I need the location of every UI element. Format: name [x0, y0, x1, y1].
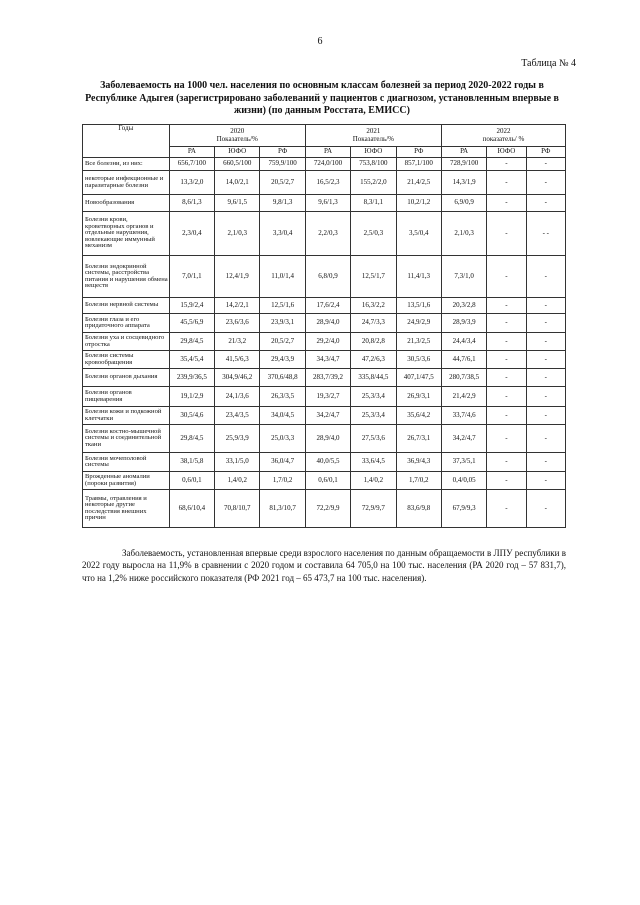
value-cell: 13,5/1,6 — [396, 298, 441, 314]
value-cell: - — [487, 351, 526, 369]
disease-class-cell: Болезни глаза и его придаточного аппарата — [83, 314, 170, 333]
table-label: Таблица № 4 — [521, 58, 576, 69]
value-cell: 3,3/0,4 — [260, 212, 305, 256]
table-row — [83, 298, 566, 314]
value-cell: 26,9/3,1 — [396, 387, 441, 407]
table-row — [83, 256, 566, 298]
value-cell: 14,0/2,1 — [215, 171, 260, 195]
table-row — [83, 369, 566, 387]
subheader-cell: РФ — [396, 147, 441, 158]
value-cell: 29,4/3,9 — [260, 351, 305, 369]
value-cell: - — [487, 407, 526, 425]
value-cell: - - — [526, 212, 565, 256]
value-cell: 19,3/2,7 — [305, 387, 350, 407]
value-cell: - — [487, 453, 526, 472]
value-cell: 1,4/0,2 — [215, 472, 260, 490]
table-body — [83, 158, 566, 528]
value-cell: 2,5/0,3 — [351, 212, 396, 256]
value-cell: 759,9/100 — [260, 158, 305, 171]
value-cell: 28,9/4,0 — [305, 314, 350, 333]
disease-class-cell: Болезни системы кровообращения — [83, 351, 170, 369]
value-cell: 15,9/2,4 — [169, 298, 214, 314]
disease-class-cell: Болезни органов пищеварения — [83, 387, 170, 407]
value-cell: 8,6/1,3 — [169, 195, 214, 212]
value-cell: 12,5/1,7 — [351, 256, 396, 298]
value-cell: - — [487, 171, 526, 195]
table-row — [83, 212, 566, 256]
disease-class-cell: Все болезни, из них: — [83, 158, 170, 171]
value-cell: 8,3/1,1 — [351, 195, 396, 212]
value-cell: 68,6/10,4 — [169, 490, 214, 528]
value-cell: - — [487, 369, 526, 387]
subheader-cell: ЮФО — [215, 147, 260, 158]
value-cell: 34,3/4,7 — [305, 351, 350, 369]
table-row — [83, 351, 566, 369]
value-cell: 16,3/2,2 — [351, 298, 396, 314]
value-cell: 33,6/4,5 — [351, 453, 396, 472]
value-cell: - — [487, 158, 526, 171]
value-cell: 280,7/38,5 — [441, 369, 486, 387]
value-cell: 2,1/0,3 — [441, 212, 486, 256]
value-cell: 25,0/3,3 — [260, 425, 305, 453]
value-cell: - — [526, 195, 565, 212]
value-cell: 11,0/1,4 — [260, 256, 305, 298]
value-cell: - — [487, 425, 526, 453]
value-cell: 40,0/5,5 — [305, 453, 350, 472]
value-cell: 34,2/4,7 — [441, 425, 486, 453]
morbidity-table — [82, 124, 566, 528]
value-cell: 753,8/100 — [351, 158, 396, 171]
value-cell: - — [526, 472, 565, 490]
value-cell: 21,4/2,9 — [441, 387, 486, 407]
value-cell: - — [487, 195, 526, 212]
value-cell: - — [526, 298, 565, 314]
table-row — [83, 472, 566, 490]
table-row — [83, 195, 566, 212]
value-cell: 44,7/6,1 — [441, 351, 486, 369]
value-cell: 47,2/6,3 — [351, 351, 396, 369]
disease-class-cell: Болезни эндокринной системы, расстройства питания и нарушения обмена веществ — [83, 256, 170, 298]
value-cell: 20,8/2,8 — [351, 333, 396, 351]
value-cell: 2,1/0,3 — [215, 212, 260, 256]
value-cell: 35,4/5,4 — [169, 351, 214, 369]
value-cell: 30,5/4,6 — [169, 407, 214, 425]
value-cell: 34,2/4,7 — [305, 407, 350, 425]
value-cell: - — [526, 256, 565, 298]
value-cell: 24,9/2,9 — [396, 314, 441, 333]
value-cell: 2,2/0,3 — [305, 212, 350, 256]
table-row — [83, 425, 566, 453]
table-title: Заболеваемость на 1000 чел. населения по основным классам болезней за период 2020-2022 годы в Республике Адыгея (зарегистрировано заболеваний у пациентов с диагнозом, установленным впервые в жизни) (по данным Росстата, ЕМИСС) — [85, 80, 559, 116]
table-row — [83, 314, 566, 333]
value-cell: 16,5/2,3 — [305, 171, 350, 195]
value-cell: 0,4/0,05 — [441, 472, 486, 490]
value-cell: 67,9/9,3 — [441, 490, 486, 528]
value-cell: 45,5/6,9 — [169, 314, 214, 333]
disease-class-cell: Болезни уха и сосцевидного отростка — [83, 333, 170, 351]
subheader-cell: РА — [305, 147, 350, 158]
value-cell: 12,5/1,6 — [260, 298, 305, 314]
value-cell: - — [526, 171, 565, 195]
value-cell: - — [526, 453, 565, 472]
subheader-cell: РФ — [526, 147, 565, 158]
value-cell: 370,6/48,8 — [260, 369, 305, 387]
value-cell: 9,8/1,3 — [260, 195, 305, 212]
value-cell: 283,7/39,2 — [305, 369, 350, 387]
value-cell: 12,4/1,9 — [215, 256, 260, 298]
value-cell: 20,3/2,8 — [441, 298, 486, 314]
value-cell: - — [487, 490, 526, 528]
value-cell: 81,3/10,7 — [260, 490, 305, 528]
value-cell: 14,3/1,9 — [441, 171, 486, 195]
value-cell: 21,3/2,5 — [396, 333, 441, 351]
value-cell: 9,6/1,3 — [305, 195, 350, 212]
value-cell: 28,9/4,0 — [305, 425, 350, 453]
value-cell: 7,0/1,1 — [169, 256, 214, 298]
header-row-years — [83, 125, 566, 147]
table-row — [83, 453, 566, 472]
value-cell: 36,0/4,7 — [260, 453, 305, 472]
value-cell: 25,3/3,4 — [351, 407, 396, 425]
value-cell: 37,3/5,1 — [441, 453, 486, 472]
value-cell: 23,4/3,5 — [215, 407, 260, 425]
value-cell: - — [526, 158, 565, 171]
value-cell: 29,8/4,5 — [169, 333, 214, 351]
value-cell: 11,4/1,3 — [396, 256, 441, 298]
value-cell: 38,1/5,8 — [169, 453, 214, 472]
subheader-cell: ЮФО — [487, 147, 526, 158]
value-cell: - — [526, 407, 565, 425]
table-row — [83, 387, 566, 407]
value-cell: 33,1/5,0 — [215, 453, 260, 472]
value-cell: - — [487, 256, 526, 298]
value-cell: 24,7/3,3 — [351, 314, 396, 333]
value-cell: 724,0/100 — [305, 158, 350, 171]
disease-class-cell: Болезни кожи и подкожной клетчатки — [83, 407, 170, 425]
value-cell: 2,3/0,4 — [169, 212, 214, 256]
group-2020-header: 2020 Показатель/% — [169, 125, 305, 147]
value-cell: - — [487, 212, 526, 256]
value-cell: - — [487, 314, 526, 333]
value-cell: 6,9/0,9 — [441, 195, 486, 212]
value-cell: 1,4/0,2 — [351, 472, 396, 490]
value-cell: 10,2/1,2 — [396, 195, 441, 212]
value-cell: - — [526, 369, 565, 387]
years-header: Годы — [83, 125, 170, 158]
value-cell: - — [487, 333, 526, 351]
value-cell: 26,3/3,5 — [260, 387, 305, 407]
value-cell: 26,7/3,1 — [396, 425, 441, 453]
value-cell: 20,5/2,7 — [260, 171, 305, 195]
value-cell: 17,6/2,4 — [305, 298, 350, 314]
group-2022-header: 2022 показатель/ % — [441, 125, 565, 147]
value-cell: 13,3/2,0 — [169, 171, 214, 195]
subheader-cell: РА — [169, 147, 214, 158]
value-cell: 0,6/0,1 — [169, 472, 214, 490]
value-cell: 1,7/0,2 — [396, 472, 441, 490]
value-cell: - — [526, 314, 565, 333]
value-cell: 70,8/10,7 — [215, 490, 260, 528]
table-row — [83, 171, 566, 195]
disease-class-cell: Травмы, отравления и некоторые другие последствия внешних причин — [83, 490, 170, 528]
value-cell: 28,9/3,9 — [441, 314, 486, 333]
disease-class-cell: Болезни костно-мышечной системы и соединительной ткани — [83, 425, 170, 453]
disease-class-cell: Болезни нервной системы — [83, 298, 170, 314]
value-cell: 660,5/100 — [215, 158, 260, 171]
value-cell: - — [526, 351, 565, 369]
page-number: 6 — [317, 36, 323, 47]
value-cell: 6,8/0,9 — [305, 256, 350, 298]
disease-class-cell: Болезни органов дыхания — [83, 369, 170, 387]
value-cell: 20,5/2,7 — [260, 333, 305, 351]
value-cell: 23,9/3,1 — [260, 314, 305, 333]
value-cell: 407,1/47,5 — [396, 369, 441, 387]
value-cell: - — [487, 472, 526, 490]
disease-class-cell: Болезни крови, кроветворных органов и отдельные нарушения, вовлекающие иммунный механизм — [83, 212, 170, 256]
value-cell: 728,9/100 — [441, 158, 486, 171]
value-cell: 30,5/3,6 — [396, 351, 441, 369]
value-cell: 35,6/4,2 — [396, 407, 441, 425]
disease-class-cell: некоторые инфекционные и паразитарные болезни — [83, 171, 170, 195]
value-cell: 656,7/100 — [169, 158, 214, 171]
value-cell: - — [526, 387, 565, 407]
value-cell: 3,5/0,4 — [396, 212, 441, 256]
value-cell: 34,0/4,5 — [260, 407, 305, 425]
value-cell: 239,9/36,5 — [169, 369, 214, 387]
group-2021-header: 2021 Показатель/% — [305, 125, 441, 147]
table-row — [83, 333, 566, 351]
subheader-cell: РА — [441, 147, 486, 158]
value-cell: 41,5/6,3 — [215, 351, 260, 369]
value-cell: 0,6/0,1 — [305, 472, 350, 490]
value-cell: 21/3,2 — [215, 333, 260, 351]
value-cell: 1,7/0,2 — [260, 472, 305, 490]
subheader-cell: РФ — [260, 147, 305, 158]
value-cell: 27,5/3,6 — [351, 425, 396, 453]
value-cell: 83,6/9,8 — [396, 490, 441, 528]
value-cell: 21,4/2,5 — [396, 171, 441, 195]
value-cell: 7,3/1,0 — [441, 256, 486, 298]
value-cell: - — [487, 298, 526, 314]
disease-class-cell: Новообразования — [83, 195, 170, 212]
table-row — [83, 407, 566, 425]
value-cell: 9,6/1,5 — [215, 195, 260, 212]
value-cell: - — [526, 425, 565, 453]
table-row — [83, 490, 566, 528]
value-cell: 14,2/2,1 — [215, 298, 260, 314]
value-cell: 72,2/9,9 — [305, 490, 350, 528]
value-cell: 33,7/4,6 — [441, 407, 486, 425]
value-cell: 155,2/2,0 — [351, 171, 396, 195]
value-cell: 304,9/46,2 — [215, 369, 260, 387]
subheader-cell: ЮФО — [351, 147, 396, 158]
value-cell: 24,1/3,6 — [215, 387, 260, 407]
value-cell: 25,3/3,4 — [351, 387, 396, 407]
value-cell: 335,8/44,5 — [351, 369, 396, 387]
disease-class-cell: Болезни мочеполовой системы — [83, 453, 170, 472]
value-cell: - — [526, 490, 565, 528]
value-cell: 29,8/4,5 — [169, 425, 214, 453]
value-cell: 29,2/4,0 — [305, 333, 350, 351]
table-row — [83, 158, 566, 171]
disease-class-cell: Врожденные аномалии (пороки развития) — [83, 472, 170, 490]
value-cell: 19,1/2,9 — [169, 387, 214, 407]
value-cell: 857,1/100 — [396, 158, 441, 171]
value-cell: - — [526, 333, 565, 351]
value-cell: 23,6/3,6 — [215, 314, 260, 333]
value-cell: 25,9/3,9 — [215, 425, 260, 453]
value-cell: 72,9/9,7 — [351, 490, 396, 528]
value-cell: - — [487, 387, 526, 407]
summary-paragraph: Заболеваемость, установленная впервые среди взрослого населения по данным обращаемости в ЛПУ республики в 2022 году выросла на 11,9% в сравнении с 2020 годом и составила 64 705,0 на 100 тыс. населения (РА 2020 год – 57 831,7), что на 1,2% ниже российского показателя (РФ 2021 год – 65 473,7 на 100 тыс. населения). — [82, 548, 566, 583]
value-cell: 36,9/4,3 — [396, 453, 441, 472]
value-cell: 24,4/3,4 — [441, 333, 486, 351]
